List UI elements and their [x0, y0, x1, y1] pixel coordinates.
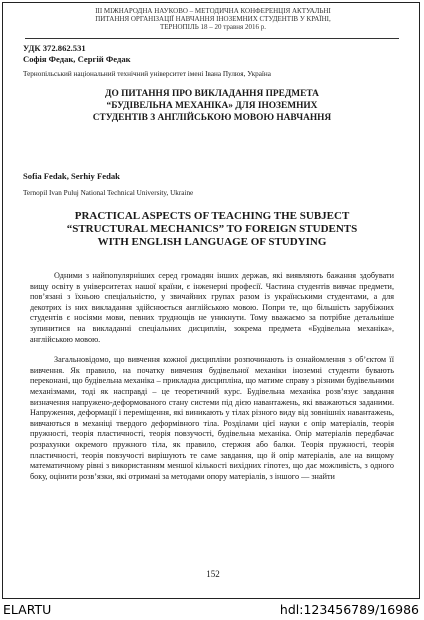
- udk-code: УДК 372.862.531: [23, 43, 86, 53]
- page-number: 152: [206, 569, 220, 579]
- authors-ukrainian: Софія Федак, Сергій Федак: [23, 54, 131, 64]
- title-line: СТУДЕНТІВ З АНГЛІЙСЬКОЮ МОВОЮ НАВЧАННЯ: [92, 113, 332, 123]
- header-divider: [25, 38, 399, 39]
- affiliation-english: Ternopil Ivan Puluj National Technical University, Ukraine: [23, 189, 194, 197]
- affiliation-ukrainian: Тернопільський національний технічний університет імені Івана Пулюя, Україна: [23, 70, 271, 78]
- title-line: ДО ПИТАННЯ ПРО ВИКЛАДАННЯ ПРЕДМЕТА: [105, 89, 319, 99]
- conference-line: III МІЖНАРОДНА НАУКОВО – МЕТОДИЧНА КОНФЕРЕНЦІЯ АКТУАЛЬНІ: [95, 7, 331, 15]
- title-line: WITH ENGLISH LANGUAGE OF STUDYING: [97, 236, 327, 248]
- title-english: [33, 210, 391, 249]
- body-text: [30, 271, 394, 492]
- authors-english: Sofia Fedak, Serhiy Fedak: [23, 171, 120, 181]
- conference-line: ПИТАННЯ ОРГАНІЗАЦІЇ НАВЧАННЯ ІНОЗЕМНИХ СТУДЕНТІВ У КРАЇНІ,: [95, 15, 331, 23]
- repository-footer: [0, 599, 424, 620]
- title-line: “STRUCTURAL MECHANICS” TO FOREIGN STUDENTS: [66, 223, 358, 235]
- handle-link[interactable]: hdl:123456789/16986: [279, 602, 419, 617]
- conference-header: [63, 7, 363, 31]
- title-ukrainian: [33, 88, 391, 124]
- conference-line: ТЕРНОПІЛЬ 18 – 20 травня 2016 р.: [160, 23, 266, 31]
- paper-page: [2, 2, 420, 599]
- paragraph: Загальновідомо, що вивчення кожної дисципліни розпочинають із ознайомлення з об’єктом її вивчення. Як правило, на початку вивчення будівельної механіки іноземні студенти бувають переконані, що будівельна механіка – прикладна дисципліна, що матиме справу з різними будівельними механізмами, тоді як насправді – це теоретичний курс. Будівельна механіка розв’язує завдання визначення напружено-деформованого стану системи під дією навантажень, які вважаються заданими. Напруження, деформації і переміщення, які виникають у тілах різного виду від зовнішніх навантажень, вивчаються в механіці твердого деформівного тіла. Розділами цієї науки є опір матеріалів, теорія пружності, теорія пластичності, теорія повзучості, будівельна механіка. Опір матеріалів передбачає розрахунки окремого пружного тіла, як правило, стержня або балки. Теорія пружності, теорія пластичності, теорія повзучості вирішують те саме завдання, що й опір матеріалів, але на вищому математичному рівні з використанням меншої кількості вихідних гіпотез, що дає можливість, з одного боку, оцінити розв’язки, які отримані за методами опору матеріалів, з іншого — знайти: [30, 355, 394, 481]
- paragraph: Одними з найпопулярніших серед громадян інших держав, які виявляють бажання здобувати вищу освіту в університетах нашої країни, є інженерні професії. Частина студентів вивчає предмети, пов’язані з їхньою спеціальністю, у звичайних групах разом із українськими студентами, а для декотрих із них викладання здійснюється англійською мовою. Попри те, що більшість зарубіжних студентів є носіями мови, певних труднощів не уникнути. Тому вважаємо за потрібне детальніше зупинитися на викладанні спеціальних дисциплін, зокрема предмета «Будівельна механіка», англійською мовою.: [30, 271, 394, 344]
- repository-name[interactable]: ELARTU: [3, 602, 52, 617]
- title-line: “БУДІВЕЛЬНА МЕХАНІКА» ДЛЯ ІНОЗЕМНИХ: [106, 101, 318, 111]
- title-line: PRACTICAL ASPECTS OF TEACHING THE SUBJECT: [74, 210, 350, 222]
